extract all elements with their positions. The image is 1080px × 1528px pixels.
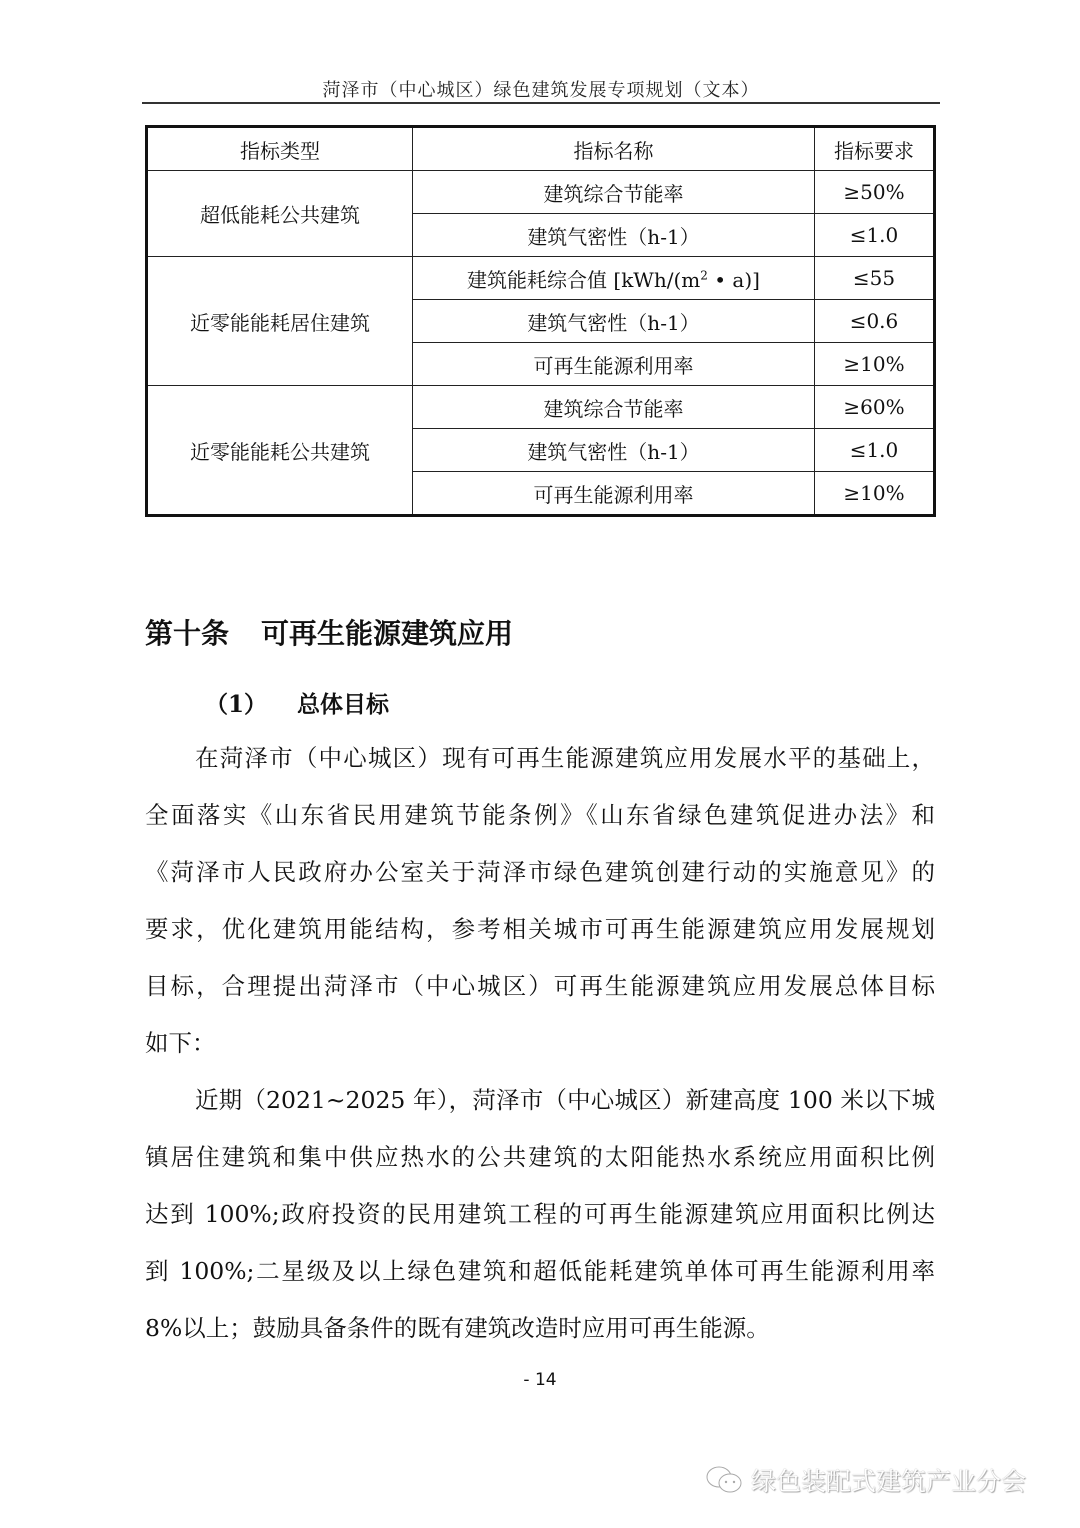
indicator-name: 建筑综合节能率 (413, 171, 815, 214)
indicator-type: 近零能能耗居住建筑 (147, 257, 413, 386)
indicator-requirement: ≥60% (815, 386, 935, 429)
wechat-icon (705, 1465, 745, 1495)
indicator-name: 建筑能耗综合值 [$kWh/(m^2$ • a)] (413, 257, 815, 300)
indicator-name: 可再生能源利用率 (413, 472, 815, 516)
indicator-requirement: ≤55 (815, 257, 935, 300)
table-row (147, 171, 935, 214)
indicator-type: 超低能耗公共建筑 (147, 171, 413, 257)
section-number: 第十条 (145, 617, 230, 650)
watermark-text: 绿色装配式建筑产业分会 (751, 1467, 1027, 1496)
header-rule (142, 102, 940, 104)
paragraph-line: 8%以上；鼓励具备条件的既有建筑改造时应用可再生能源。 (145, 1314, 770, 1342)
column-header: 指标要求 (815, 127, 935, 171)
paragraph-line: 镇居住建筑和集中供应热水的公共建筑的太阳能热水系统应用面积比例 (145, 1143, 935, 1171)
indicator-type: 近零能能耗公共建筑 (147, 386, 413, 516)
indicator-requirement: ≤1.0 (815, 429, 935, 472)
indicator-requirement: ≥10% (815, 472, 935, 516)
paragraph (145, 1086, 935, 1371)
paragraph (145, 744, 935, 1086)
paragraph-line: 在菏泽市（中心城区）现有可再生能源建筑应用发展水平的基础上， (195, 744, 935, 772)
column-header: 指标名称 (413, 127, 815, 171)
subsection-heading (205, 686, 389, 719)
paragraph-line: 如下： (145, 1029, 216, 1057)
indicator-name: 建筑气密性（h-1） (413, 300, 815, 343)
table-row (147, 386, 935, 429)
paragraph-line: 近期（2021~2025 年），菏泽市（中心城区）新建高度 100 米以下城 (195, 1086, 935, 1114)
paragraph-line: 要求，优化建筑用能结构，参考相关城市可再生能源建筑应用发展规划 (145, 915, 935, 943)
paragraph-line: 目标，合理提出菏泽市（中心城区）可再生能源建筑应用发展总体目标 (145, 972, 935, 1000)
indicator-name: 建筑气密性（h-1） (413, 429, 815, 472)
page-number: - 14 (523, 1370, 557, 1390)
watermark (705, 1462, 1026, 1498)
subsection-number: （1） (205, 691, 268, 718)
paragraph-line: 达到 100%;政府投资的民用建筑工程的可再生能源建筑应用面积比例达 (145, 1200, 935, 1228)
indicator-requirement: ≤0.6 (815, 300, 935, 343)
table-row (147, 257, 935, 300)
paragraph-line: 到 100%;二星级及以上绿色建筑和超低能耗建筑单体可再生能源利用率 (145, 1257, 935, 1285)
indicator-requirement: ≤1.0 (815, 214, 935, 257)
section-heading (145, 612, 513, 652)
column-header: 指标类型 (147, 127, 413, 171)
subsection-title: 总体目标 (297, 691, 390, 718)
indicator-name: 建筑综合节能率 (413, 386, 815, 429)
indicator-requirement: ≥50% (815, 171, 935, 214)
indicator-table (145, 125, 936, 517)
table-header-row (147, 127, 935, 171)
indicator-requirement: ≥10% (815, 343, 935, 386)
indicator-name: 建筑气密性（h-1） (413, 214, 815, 257)
indicator-name: 可再生能源利用率 (413, 343, 815, 386)
paragraph-line: 全面落实《山东省民用建筑节能条例》《山东省绿色建筑促进办法》和 (145, 801, 935, 829)
section-title: 可再生能源建筑应用 (261, 617, 514, 650)
paragraph-line: 《菏泽市人民政府办公室关于菏泽市绿色建筑创建行动的实施意见》的 (145, 858, 935, 886)
document-header: 菏泽市（中心城区）绿色建筑发展专项规划（文本） (322, 80, 760, 101)
